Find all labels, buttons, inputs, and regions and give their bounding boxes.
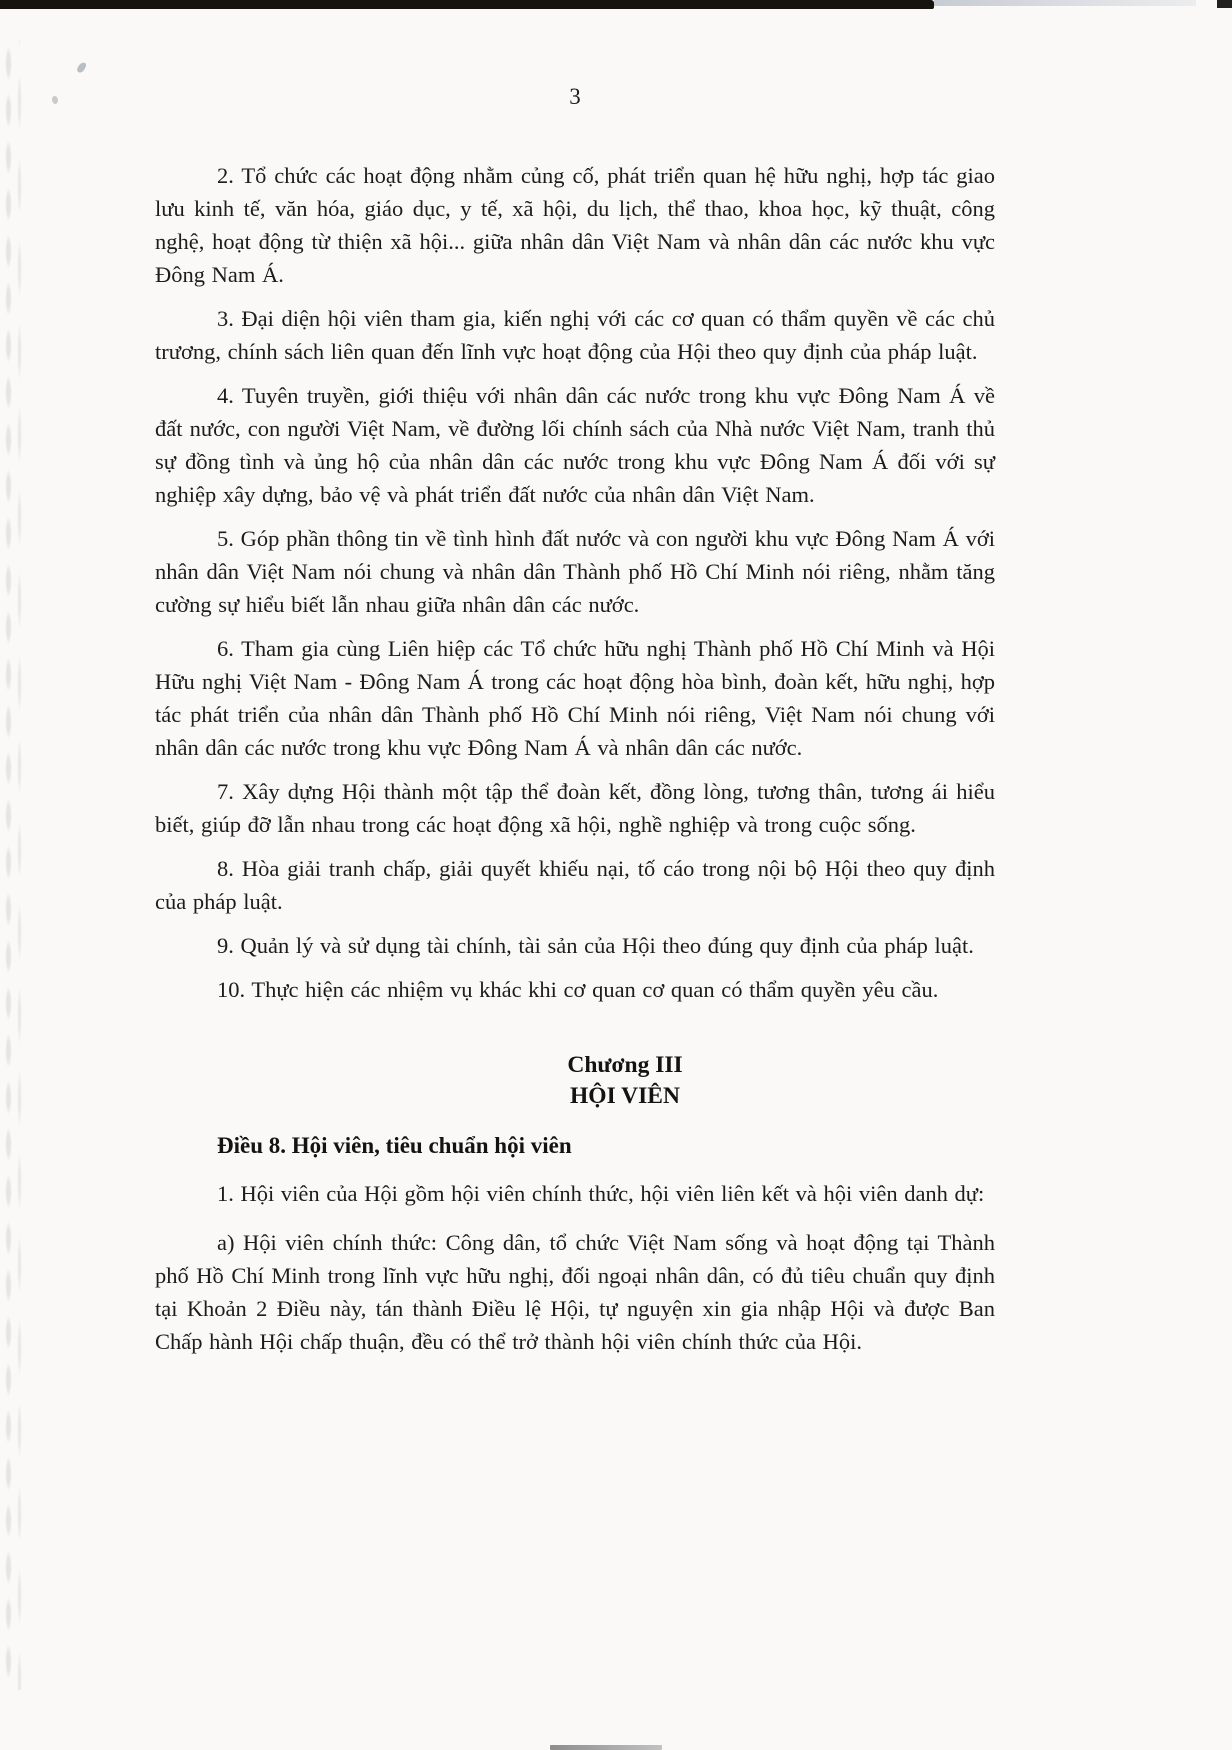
chapter-heading <box>155 1050 995 1112</box>
scan-artifact-speck <box>51 96 58 105</box>
paragraph-4: 4. Tuyên truyền, giới thiệu với nhân dân các nước trong khu vực Đông Nam Á về đất nước, con người Việt Nam, về đường lối chính sách của Nhà nước Việt Nam, tranh thủ sự đồng tình và ủng hộ của nhân dân các nước trong khu vực Đông Nam Á đối với sự nghiệp xây dựng, bảo vệ và phát triển đất nước của nhân dân Việt Nam. <box>155 383 995 507</box>
paragraph-6: 6. Tham gia cùng Liên hiệp các Tổ chức hữu nghị Thành phố Hồ Chí Minh và Hội Hữu nghị Việt Nam - Đông Nam Á trong các hoạt động hòa bình, đoàn kết, hữu nghị, hợp tác phát triển của nhân dân Thành phố Hồ Chí Minh nói riêng, Việt Nam nói chung với nhân dân các nước trong khu vực Đông Nam Á và nhân dân các nước. <box>155 636 995 760</box>
paragraph-10: 10. Thực hiện các nhiệm vụ khác khi cơ quan cơ quan có thẩm quyền yêu cầu. <box>217 977 939 1002</box>
page-number: 3 <box>569 84 581 109</box>
paragraph-2: 2. Tổ chức các hoạt động nhằm củng cố, phát triển quan hệ hữu nghị, hợp tác giao lưu kinh tế, văn hóa, giáo dục, y tế, xã hội, du lịch, thể thao, khoa học, kỹ thuật, công nghệ, hoạt động từ thiện xã hội... giữa nhân dân Việt Nam và nhân dân các nước khu vực Đông Nam Á. <box>155 163 995 287</box>
page-content <box>155 80 995 1374</box>
scan-artifact-top-gray-bar <box>934 0 1196 6</box>
paragraph-5: 5. Góp phần thông tin về tình hình đất nước và con người khu vực Đông Nam Á với nhân dân Việt Nam nói chung và nhân dân Thành phố Hồ Chí Minh nói riêng, nhằm tăng cường sự hiểu biết lẫn nhau giữa nhân dân các nước. <box>155 526 995 617</box>
scan-artifact-speck <box>76 61 87 74</box>
scan-artifact-edge-noise <box>2 40 28 1690</box>
chapter-label: Chương III <box>567 1052 683 1078</box>
chapter-title: HỘI VIÊN <box>570 1083 680 1109</box>
article-heading: Điều 8. Hội viên, tiêu chuẩn hội viên <box>217 1133 572 1158</box>
paragraph-9: 9. Quản lý và sử dụng tài chính, tài sản của Hội theo đúng quy định của pháp luật. <box>217 933 974 958</box>
scan-artifact-corner-mark <box>1217 0 1232 8</box>
paragraph-7: 7. Xây dựng Hội thành một tập thể đoàn kết, đồng lòng, tương thân, tương ái hiểu biết, giúp đỡ lẫn nhau trong các hoạt động xã hội, nghề nghiệp và trong cuộc sống. <box>155 779 995 837</box>
scan-artifact-top-black-bar <box>0 0 934 9</box>
article-clause-a: a) Hội viên chính thức: Công dân, tổ chức Việt Nam sống và hoạt động tại Thành phố Hồ Chí Minh trong lĩnh vực hữu nghị, đối ngoại nhân dân, có đủ tiêu chuẩn quy định tại Khoản 2 Điều này, tán thành Điều lệ Hội, tự nguyện xin gia nhập Hội và được Ban Chấp hành Hội chấp thuận, đều có thể trở thành hội viên chính thức của Hội. <box>155 1230 995 1354</box>
paragraph-8: 8. Hòa giải tranh chấp, giải quyết khiếu nại, tố cáo trong nội bộ Hội theo quy định của pháp luật. <box>155 856 995 914</box>
article-clause-1: 1. Hội viên của Hội gồm hội viên chính thức, hội viên liên kết và hội viên danh dự: <box>217 1181 985 1206</box>
scan-artifact-bottom-bar <box>550 1745 662 1750</box>
paragraph-3: 3. Đại diện hội viên tham gia, kiến nghị với các cơ quan có thẩm quyền về các chủ trương, chính sách liên quan đến lĩnh vực hoạt động của Hội theo quy định của pháp luật. <box>155 306 995 364</box>
